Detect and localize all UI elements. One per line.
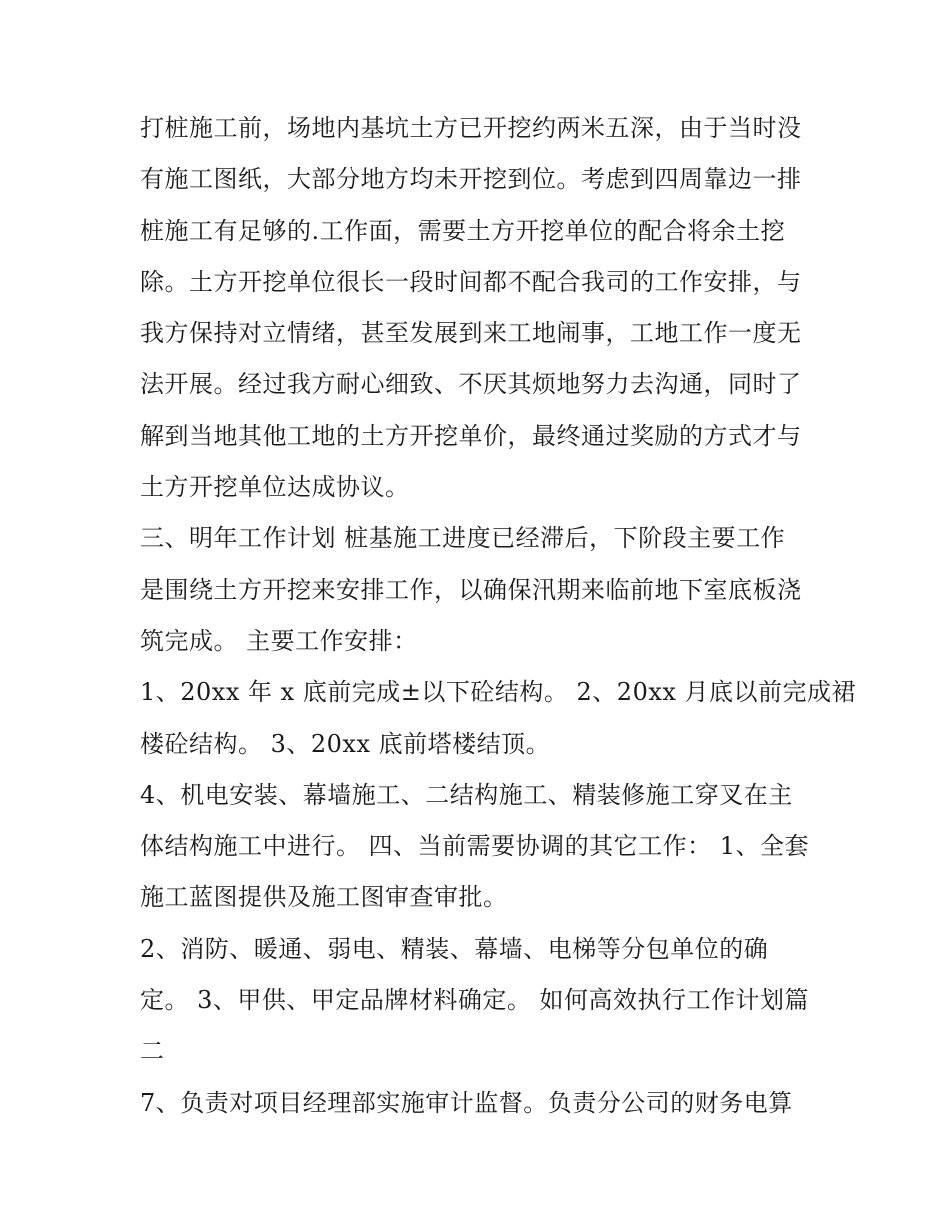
list-item-line: 2、消防、暖通、弱电、精装、幕墙、电梯等分包单位的确 [140, 934, 769, 963]
text-line: 打桩施工前，场地内基坑土方已开挖约两米五深，由于当时没 [140, 114, 802, 142]
text-line: 桩施工有足够的.工作面，需要土方开挖单位的配合将余土挖 [140, 216, 786, 245]
text-line: 解到当地其他工地的土方开挖单价，最终通过奖励的方式才与 [140, 421, 802, 450]
text-line: 土方开挖单位达成协议。 [140, 473, 410, 502]
text-line: 筑完成。 主要工作安排： [140, 626, 418, 655]
list-item-line: 施工蓝图提供及施工图审查审批。 [140, 883, 508, 912]
text-line: 是围绕土方开挖来安排工作，以确保汛期来临前地下室底板浇 [140, 575, 802, 604]
text-line: 我方保持对立情绪，甚至发展到来工地闹事，工地工作一度无 [140, 319, 802, 348]
text-line: 有施工图纸，大部分地方均未开挖到位。考虑到四周靠边一排 [140, 165, 802, 194]
list-item-line: 1、20xx 年 x 底前完成±以下砼结构。 2、20xx 月底以前完成裙 [140, 678, 857, 707]
list-item-line: 楼砼结构。 3、20xx 底前塔楼结顶。 [140, 729, 551, 758]
list-item-line: 4、机电安装、幕墙施工、二结构施工、精装修施工穿叉在主 [140, 780, 793, 809]
list-item-line: 体结构施工中进行。 四、当前需要协调的其它工作： 1、全套 [140, 832, 810, 861]
body-text [140, 103, 857, 1129]
list-item-line: 定。 3、甲供、甲定品牌材料确定。 如何高效执行工作计划篇 [140, 986, 810, 1015]
list-item-line: 7、负责对项目经理部实施审计监督。负责分公司的财务电算 [140, 1088, 793, 1117]
text-line: 除。土方开挖单位很长一段时间都不配合我司的工作安排，与 [140, 267, 802, 296]
text-line: 二 [140, 1037, 165, 1066]
text-line: 法开展。经过我方耐心细致、不厌其烦地努力去沟通，同时了 [140, 370, 802, 399]
section-heading-line: 三、明年工作计划 桩基施工进度已经滞后，下阶段主要工作 [140, 524, 786, 553]
